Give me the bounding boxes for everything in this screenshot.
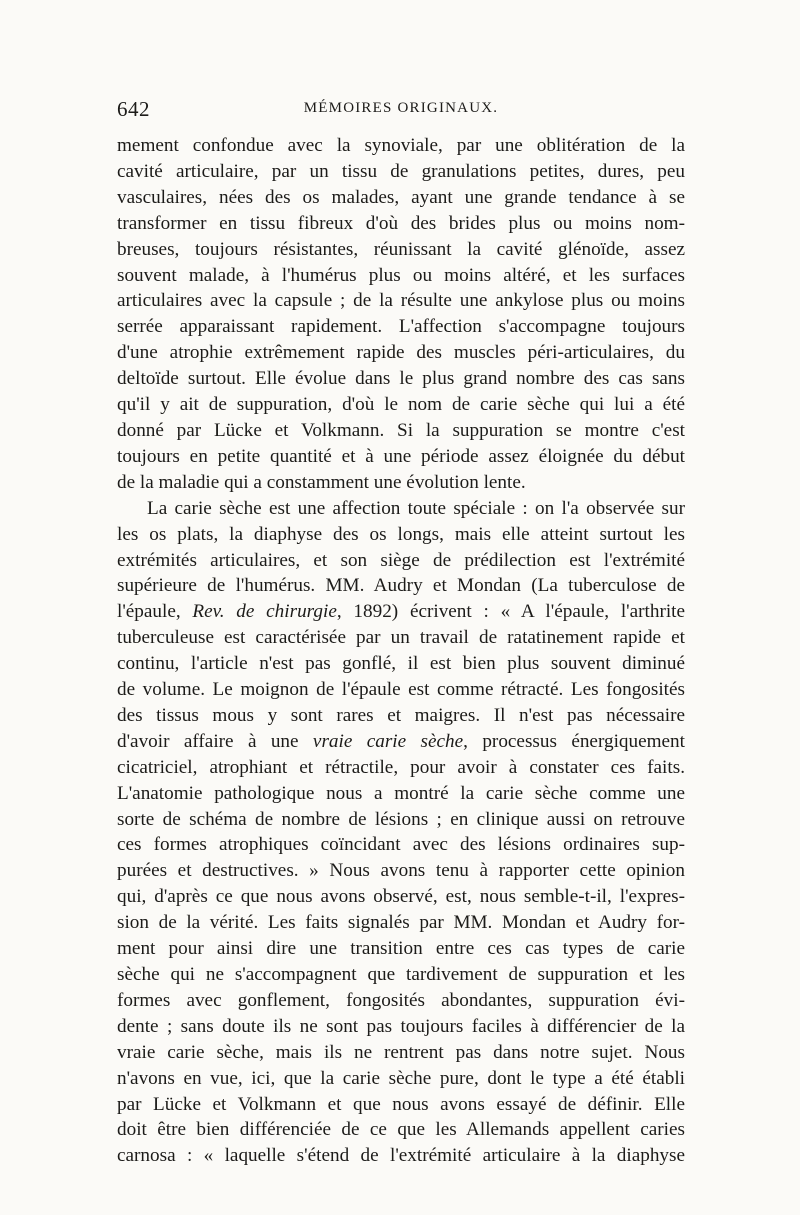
text-fragment: d'avoir affaire à une: [117, 730, 313, 752]
text-line: formes avec gonflement, fongosités abondantes, suppuration évi-: [117, 989, 685, 1011]
text-line: de la maladie qui a constamment une évolution lente.: [117, 471, 526, 493]
text-line: deltoïde surtout. Elle évolue dans le plus grand nombre des cas sans: [117, 368, 685, 390]
page-number: 642: [117, 97, 150, 121]
body-text: [117, 133, 685, 1169]
text-line: tuberculeuse est caractérisée par un travail de ratatinement rapide et: [117, 627, 685, 649]
text-line: dente ; sans doute ils ne sont pas toujours faciles à différencier de la: [117, 1015, 685, 1037]
text-line: qui, d'après ce que nous avons observé, est, nous semble-t-il, l'expres-: [117, 886, 685, 908]
text-line: mement confondue avec la synoviale, par une oblitération de la: [117, 135, 685, 156]
text-line: ces formes atrophiques coïncidant avec des lésions ordinaires sup-: [117, 834, 685, 856]
text-line: vraie carie sèche, mais ils ne rentrent pas dans notre sujet. Nous: [117, 1041, 685, 1063]
running-title: MÉMOIRES ORIGINAUX.: [303, 100, 499, 116]
text-line: des tissus mous y sont rares et maigres. Il n'est pas nécessaire: [117, 704, 685, 726]
text-line: L'anatomie pathologique nous a montré la carie sèche comme une: [117, 782, 685, 804]
emphasis-term: vraie carie sèche: [312, 730, 464, 752]
text-line: purées et destructives. » Nous avons tenu à rapporter cette opinion: [117, 860, 685, 882]
text-line: qu'il y ait de suppuration, d'où le nom de carie sèche qui lui a été: [117, 394, 685, 416]
text-line: carnosa : « laquelle s'étend de l'extrémité articulaire à la diaphyse: [117, 1145, 685, 1167]
text-line: toujours en petite quantité et à une période assez éloignée du début: [117, 445, 685, 467]
text-line: souvent malade, à l'humérus plus ou moins altéré, et les surfaces: [117, 264, 685, 286]
text-line: ment pour ainsi dire une transition entre ces cas types de carie: [117, 938, 685, 960]
text-fragment: , processus énergiquement: [463, 730, 685, 752]
text-line: La carie sèche est une affection toute spéciale : on l'a observée sur: [147, 497, 685, 519]
text-line: cavité articulaire, par un tissu de granulations petites, dures, peu: [117, 160, 685, 182]
text-line: donné par Lücke et Volkmann. Si la suppuration se montre c'est: [117, 419, 685, 441]
text-line: transformer en tissu fibreux d'où des brides plus ou moins nom-: [117, 212, 685, 234]
text-line: de volume. Le moignon de l'épaule est comme rétracté. Les fongosités: [117, 679, 685, 701]
text-line: sèche qui ne s'accompagnent que tardivement de suppuration et les: [117, 964, 685, 985]
text-fragment: , 1892) écrivent : « A l'épaule, l'arthrite: [336, 601, 686, 623]
text-line: doit être bien différenciée de ce que les Allemands appellent caries: [117, 1119, 685, 1141]
text-line: supérieure de l'humérus. MM. Audry et Mondan (La tuberculose de: [117, 575, 685, 597]
page-header: [117, 97, 685, 121]
text-line: par Lücke et Volkmann et que nous avons essayé de définir. Elle: [117, 1093, 685, 1115]
journal-title: Rev. de chirurgie: [192, 601, 337, 623]
text-line: articulaires avec la capsule ; de la résulte une ankylose plus ou moins: [117, 290, 685, 312]
text-line: sion de la vérité. Les faits signalés par MM. Mondan et Audry for-: [117, 912, 685, 934]
paragraph-2: [117, 496, 685, 1170]
text-line: [117, 599, 685, 625]
paragraph-1: [117, 133, 685, 496]
text-line: n'avons en vue, ici, que la carie sèche pure, dont le type a été établi: [117, 1067, 685, 1089]
text-line: breuses, toujours résistantes, réunissant la cavité glénoïde, assez: [117, 238, 685, 260]
text-line: sorte de schéma de nombre de lésions ; en clinique aussi on retrouve: [117, 808, 685, 830]
text-line: vasculaires, nées des os malades, ayant une grande tendance à se: [117, 186, 685, 208]
text-line: extrémités articulaires, et son siège de prédilection est l'extrémité: [117, 549, 685, 571]
text-line: cicatriciel, atrophiant et rétractile, pour avoir à constater ces faits.: [117, 756, 685, 778]
text-line: [117, 729, 685, 755]
text-line: d'une atrophie extrêmement rapide des muscles péri-articulaires, du: [117, 342, 685, 364]
text-line: continu, l'article n'est pas gonflé, il est bien plus souvent diminué: [117, 653, 685, 675]
text-line: les os plats, la diaphyse des os longs, mais elle atteint surtout les: [117, 523, 685, 545]
text-line: serrée apparaissant rapidement. L'affection s'accompagne toujours: [117, 316, 685, 338]
text-fragment: l'épaule,: [117, 601, 193, 623]
